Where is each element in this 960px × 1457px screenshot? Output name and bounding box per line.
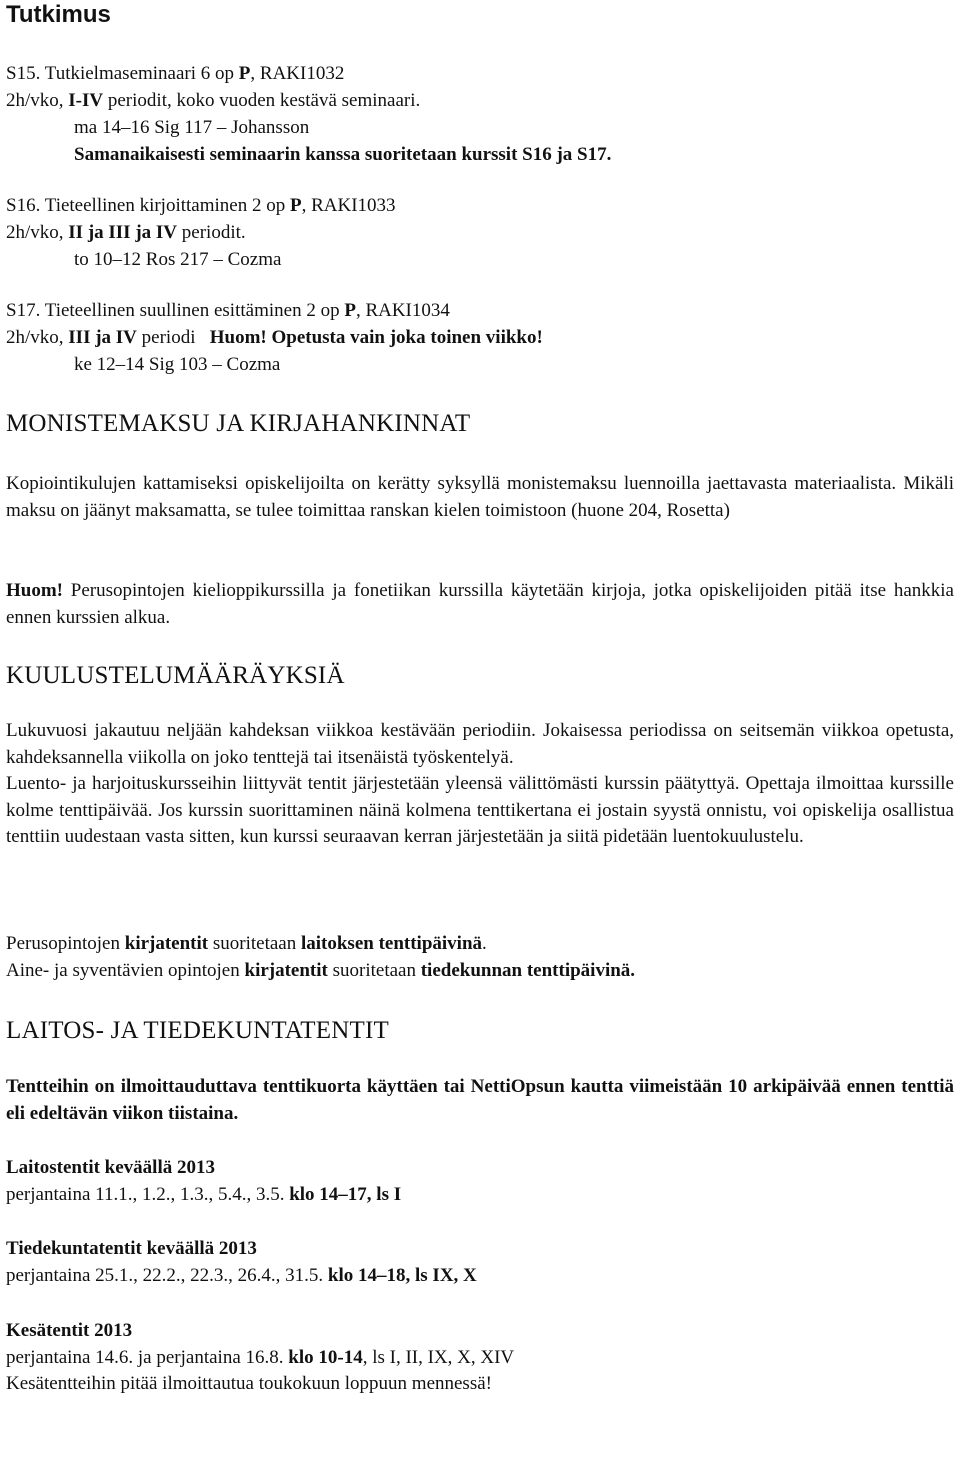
note-text: Perusopintojen kielioppikurssilla ja fonetiikan kurssilla käytetään kirjoja, jotka opiskelijoiden pitää itse hankkia ennen kurssien alkua. [6, 580, 954, 628]
periods: II ja III ja IV [68, 222, 178, 243]
kesatentit-dates-line [6, 1345, 954, 1372]
laitostentit-time: klo 14–17, ls I [289, 1183, 402, 1205]
course-s15-title-line [6, 60, 954, 87]
text: tiedekunnan tenttipäivinä. [420, 959, 636, 981]
laitostentit-block [6, 1155, 954, 1208]
text: Perusopintojen [6, 933, 125, 954]
tiedekuntatentit-block [6, 1236, 954, 1289]
text: suoritetaan [208, 933, 301, 954]
course-code: S17. [6, 300, 41, 321]
kesatentit-time: klo 10-14 [288, 1346, 363, 1368]
course-name: Tutkielmaseminaari 6 op [44, 63, 235, 84]
kesatentit-note: Kesätentteihin pitää ilmoittautua toukokuun loppuun mennessä! [6, 1373, 492, 1394]
course-id: , RAKI1032 [250, 63, 345, 84]
kesatentit-rooms: , ls I, II, IX, X, XIV [362, 1346, 515, 1368]
periods-text: periodi [136, 327, 196, 348]
kesatentit-title: Kesätentit 2013 [6, 1320, 133, 1341]
course-note: Huom! Opetusta vain joka toinen viikko! [209, 327, 543, 348]
text: . [482, 933, 487, 954]
periods-text: periodit, koko vuoden kestävä seminaari. [103, 90, 421, 111]
text: kirjatentit [244, 959, 328, 981]
kuulustelu-exam-lines [6, 931, 954, 984]
course-mark: P [289, 195, 302, 216]
course-s15-periods-line [6, 87, 954, 114]
course-s16 [6, 192, 954, 273]
text: kirjatentit [124, 933, 209, 954]
course-code: S16. [6, 195, 41, 216]
course-schedule: ke 12–14 Sig 103 – Cozma [74, 354, 281, 375]
laitostentit-title: Laitostentit keväällä 2013 [6, 1157, 215, 1178]
text: laitoksen tenttipäivinä [300, 933, 483, 954]
laitostentit-dates-line [6, 1182, 954, 1209]
tiedekuntatentit-title: Tiedekuntatentit keväällä 2013 [6, 1238, 257, 1259]
course-s17 [6, 297, 954, 378]
moniste-paragraph: Kopiointikulujen kattamiseksi opiskelijoilta on kerätty syksyllä monistemaksu luennoilla jaettavasta materiaalista. Mikäli maksu on jäänyt maksamatta, se tulee toimittaa ranskan kielen toimistoon (huone 204, Rosetta) [6, 473, 954, 521]
moniste-note [6, 578, 954, 631]
tiedekuntatentit-dates-line [6, 1263, 954, 1290]
course-mark: P [344, 300, 356, 321]
course-s17-title-line [6, 297, 954, 324]
course-s16-title-line [6, 192, 954, 219]
section-heading-kuulustelu: KUULUSTELUMÄÄRÄYKSIÄ [6, 662, 345, 689]
text: suoritetaan [327, 959, 421, 981]
section-heading-laitos: LAITOS- JA TIEDEKUNTATENTIT [6, 1017, 389, 1044]
course-s16-periods-line [6, 219, 954, 246]
periods-text: periodit. [177, 222, 246, 243]
course-schedule: ma 14–16 Sig 117 – Johansson [74, 117, 310, 138]
tiedekuntatentit-dates: perjantaina 25.1., 22.2., 22.3., 26.4., 31.5. [6, 1264, 328, 1286]
periods: I-IV [68, 90, 104, 111]
exam-line-aineopinnot [6, 958, 954, 985]
course-name: Tieteellinen kirjoittaminen 2 op [44, 195, 286, 216]
course-id: , RAKI1033 [301, 195, 396, 216]
text: Aine- ja syventävien opintojen [6, 959, 245, 981]
kesatentit-block [6, 1318, 954, 1398]
hours-text: 2h/vko, [6, 327, 69, 348]
course-name: Tieteellinen suullinen esittäminen 2 op [44, 300, 340, 321]
hours-text: 2h/vko, [6, 222, 69, 243]
periods: III ja IV [68, 327, 137, 348]
course-code: S15. [6, 63, 41, 84]
course-id: , RAKI1034 [355, 300, 450, 321]
laitos-intro: Tentteihin on ilmoittauduttava tenttikuorta käyttäen tai NettiOpsun kautta viimeistään 10 arkipäivää ennen tenttiä eli edeltävän viikon tiistaina. [6, 1076, 954, 1124]
tiedekuntatentit-time: klo 14–18, ls IX, X [327, 1264, 477, 1286]
course-note: Samanaikaisesti seminaarin kanssa suoritetaan kurssit S16 ja S17. [74, 144, 612, 165]
kesatentit-dates: perjantaina 14.6. ja perjantaina 16.8. [6, 1346, 289, 1368]
note-label: Huom! [6, 580, 63, 601]
kuulustelu-paragraph-2: Luento- ja harjoituskursseihin liittyvät tentit järjestetään yleensä välittömästi kurssin päätyttyä. Opettaja ilmoittaa kurssille kolme tenttipäivää. Jos kurssin suorittaminen näinä kolmena tenttikertana ei jostain syystä onnistu, voi opiskelija osallistua tenttiin uudestaan vasta sitten, kun kurssi seuraavan kerran järjestetään ja siitä pidetään luentokuulustelu. [6, 773, 954, 847]
section-heading-monistemaksu: MONISTEMAKSU JA KIRJAHANKINNAT [6, 410, 471, 437]
hours-text: 2h/vko, [6, 90, 69, 111]
exam-line-perusopinnot [6, 931, 954, 958]
course-mark: P [238, 63, 251, 84]
page-title: Tutkimus [6, 1, 111, 28]
course-schedule: to 10–12 Ros 217 – Cozma [74, 249, 282, 270]
course-s15 [6, 60, 954, 168]
kuulustelu-paragraph-1: Lukuvuosi jakautuu neljään kahdeksan viikkoa kestävään periodiin. Jokaisessa periodissa on seitsemän viikkoa opetusta, kahdeksannella viikolla on joko tenttejä tai itsenäistä työskentelyä. [6, 720, 954, 768]
laitostentit-dates: perjantaina 11.1., 1.2., 1.3., 5.4., 3.5. [6, 1183, 290, 1205]
course-s17-periods-line [6, 324, 954, 351]
